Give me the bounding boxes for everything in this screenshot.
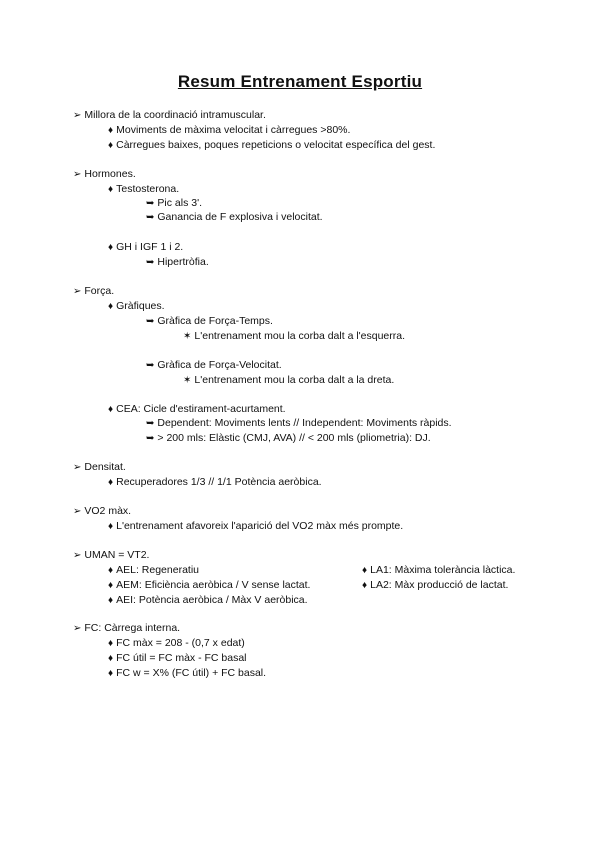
note-item: ✶ L'entrenament mou la corba dalt a la dreta. <box>183 374 395 386</box>
diamond-bullet-icon: ♦ <box>108 477 114 488</box>
arrow-bullet-icon: ➢ <box>73 506 82 517</box>
section-heading-uman: ➢ UMAN = VT2. <box>73 549 150 561</box>
arrow-bullet-icon: ➢ <box>73 110 82 121</box>
section-heading-fc: ➢ FC: Càrrega interna. <box>73 622 181 634</box>
pointer-bullet-icon: ➥ <box>146 360 155 371</box>
diamond-bullet-icon: ♦ <box>108 638 114 649</box>
section-heading-densitat: ➢ Densitat. <box>73 461 126 473</box>
diamond-bullet-icon: ♦ <box>108 668 114 679</box>
diamond-bullet-icon: ♦ <box>108 125 114 136</box>
list-item: ♦ Testosterona. <box>108 183 180 195</box>
diamond-bullet-icon: ♦ <box>108 653 114 664</box>
section-heading-hormones: ➢ Hormones. <box>73 168 136 180</box>
diamond-bullet-icon: ♦ <box>108 565 114 576</box>
diamond-bullet-icon: ♦ <box>108 184 114 195</box>
diamond-bullet-icon: ♦ <box>108 140 114 151</box>
list-item-right: ♦ LA2: Màx producció de lactat. <box>362 579 509 591</box>
sub-item: ➥ Dependent: Moviments lents // Independent: Moviments ràpids. <box>146 417 452 429</box>
star-bullet-icon: ✶ <box>183 331 192 342</box>
pointer-bullet-icon: ➥ <box>146 418 155 429</box>
list-item: ♦ L'entrenament afavoreix l'aparició del VO2 màx més prompte. <box>108 520 404 532</box>
list-item-right: ♦ LA1: Màxima tolerància làctica. <box>362 564 516 576</box>
sub-item: ➥ Gràfica de Força-Temps. <box>146 315 273 327</box>
list-item: ♦ FC w = X% (FC útil) + FC basal. <box>108 667 267 679</box>
list-item: ♦ CEA: Cicle d'estirament-acurtament. <box>108 403 286 415</box>
note-item: ✶ L'entrenament mou la corba dalt a l'esquerra. <box>183 330 406 342</box>
diamond-bullet-icon: ♦ <box>108 301 114 312</box>
list-item: ♦ GH i IGF 1 i 2. <box>108 241 184 253</box>
list-item: ♦ AEM: Eficiència aeròbica / V sense lactat. <box>108 579 311 591</box>
diamond-bullet-icon: ♦ <box>108 521 114 532</box>
sub-item: ➥ > 200 mls: Elàstic (CMJ, AVA) // < 200 mls (pliometria): DJ. <box>146 432 431 444</box>
sub-item: ➥ Ganancia de F explosiva i velocitat. <box>146 211 323 223</box>
list-item: ♦ Moviments de màxima velocitat i càrregues >80%. <box>108 124 351 136</box>
pointer-bullet-icon: ➥ <box>146 257 155 268</box>
arrow-bullet-icon: ➢ <box>73 550 82 561</box>
diamond-bullet-icon: ♦ <box>108 404 114 415</box>
arrow-bullet-icon: ➢ <box>73 462 82 473</box>
page-title: Resum Entrenament Esportiu <box>177 72 423 91</box>
section-heading-coordinacio: ➢ Millora de la coordinació intramuscular. <box>73 109 266 121</box>
diamond-bullet-icon: ♦ <box>362 565 368 576</box>
section-heading-forca: ➢ Força. <box>73 285 115 297</box>
diamond-bullet-icon: ♦ <box>108 595 114 606</box>
list-item: ♦ Gràfiques. <box>108 300 165 312</box>
sub-item: ➥ Gràfica de Força-Velocitat. <box>146 359 282 371</box>
list-item: ♦ Recuperadores 1/3 // 1/1 Potència aeròbica. <box>108 476 322 488</box>
star-bullet-icon: ✶ <box>183 375 192 386</box>
sub-item: ➥ Pic als 3'. <box>146 197 202 209</box>
list-item: ♦ Càrregues baixes, poques repeticions o velocitat específica del gest. <box>108 139 436 151</box>
list-item: ♦ FC útil = FC màx - FC basal <box>108 652 247 664</box>
pointer-bullet-icon: ➥ <box>146 212 155 223</box>
pointer-bullet-icon: ➥ <box>146 198 155 209</box>
pointer-bullet-icon: ➥ <box>146 433 155 444</box>
list-item: ♦ FC màx = 208 - (0,7 x edat) <box>108 637 245 649</box>
pointer-bullet-icon: ➥ <box>146 316 155 327</box>
diamond-bullet-icon: ♦ <box>108 580 114 591</box>
diamond-bullet-icon: ♦ <box>362 580 368 591</box>
diamond-bullet-icon: ♦ <box>108 242 114 253</box>
arrow-bullet-icon: ➢ <box>73 623 82 634</box>
section-heading-vo2: ➢ VO2 màx. <box>73 505 132 517</box>
arrow-bullet-icon: ➢ <box>73 286 82 297</box>
list-item: ♦ AEI: Potència aeròbica / Màx V aeròbica. <box>108 594 308 606</box>
arrow-bullet-icon: ➢ <box>73 169 82 180</box>
sub-item: ➥ Hipertròfia. <box>146 256 209 268</box>
list-item: ♦ AEL: Regeneratiu <box>108 564 199 576</box>
